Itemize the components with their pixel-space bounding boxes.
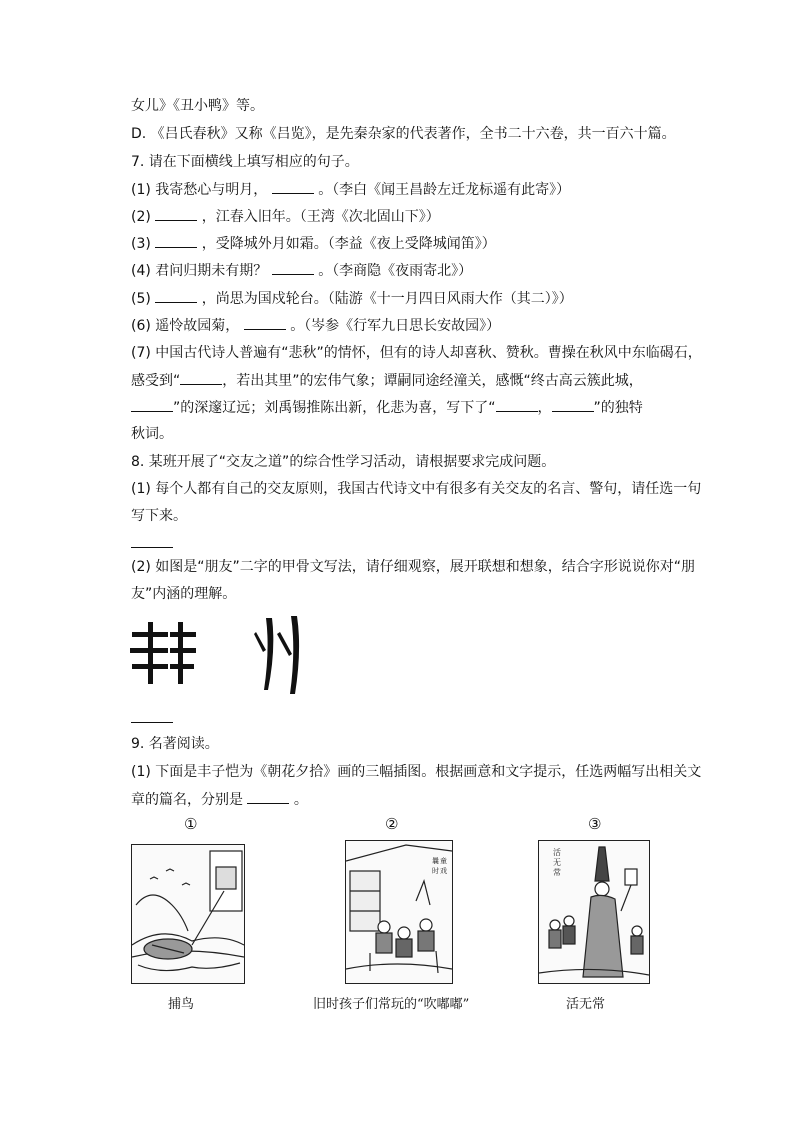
illustration-wu-chang bbox=[538, 840, 650, 984]
answer-line[interactable] bbox=[131, 722, 173, 723]
question-9-title: 9. 名著阅读。 bbox=[131, 736, 219, 752]
q7-item-4: (4) 君问归期未有期？ 。（李商隐《夜雨寄北》） bbox=[131, 260, 472, 281]
caption-catching-birds: 捕鸟 bbox=[168, 997, 195, 1012]
glyph-stroke bbox=[290, 616, 299, 694]
svg-text:戏: 戏 bbox=[440, 867, 447, 875]
answer-blank[interactable] bbox=[272, 179, 314, 194]
svg-text:无: 无 bbox=[553, 858, 561, 867]
answer-blank[interactable] bbox=[247, 789, 289, 804]
figure-number-2: ② bbox=[385, 815, 399, 833]
question-7-title: 7. 请在下面横线上填写相应的句子。 bbox=[131, 154, 359, 170]
caption-blowing-dudu: 旧时孩子们常玩的“吹嘟嘟” bbox=[313, 997, 470, 1012]
q8-item-2-line2: 友”内涵的理解。 bbox=[131, 586, 237, 602]
illustration-catching-birds bbox=[131, 844, 245, 984]
glyph-stroke bbox=[254, 632, 266, 652]
q8-item-1-line2: 写下来。 bbox=[131, 508, 187, 524]
glyph-stroke bbox=[277, 632, 292, 656]
answer-blank[interactable] bbox=[131, 397, 173, 412]
q7-item-5: (5) ，尚思为国戍轮台。（陆游《十一月四日风雨大作（其二）》） bbox=[131, 288, 573, 309]
q7-item-6: (6) 遥怜故园菊， 。（岑参《行军九日思长安故园》） bbox=[131, 315, 500, 336]
q8-item-1: (1) 每个人都有自己的交友原则，我国古代诗文中有很多有关交友的名言、警句，请任选一句 bbox=[131, 481, 702, 497]
question-8-title: 8. 某班开展了“交友之道”的综合性学习活动，请根据要求完成问题。 bbox=[131, 454, 556, 470]
figure-number-1: ① bbox=[184, 815, 198, 833]
glyph-stroke bbox=[170, 648, 196, 653]
text-line: 女儿》《丑小鸭》等。 bbox=[131, 98, 264, 114]
answer-blank[interactable] bbox=[244, 315, 286, 330]
svg-text:时: 时 bbox=[432, 867, 439, 875]
answer-blank[interactable] bbox=[552, 397, 594, 412]
answer-blank[interactable] bbox=[155, 206, 197, 221]
answer-blank[interactable] bbox=[496, 397, 538, 412]
caption-wu-chang: 活无常 bbox=[566, 997, 606, 1012]
option-d: D. 《吕氏春秋》又称《吕览》，是先秦杂家的代表著作，全书二十六卷，共一百六十篇。 bbox=[131, 126, 676, 142]
q8-item-2: (2) 如图是“朋友”二字的甲骨文写法，请仔细观察，展开联想和想象，结合字形说说你对“朋 bbox=[131, 559, 696, 575]
glyph-stroke bbox=[264, 618, 273, 690]
svg-text:童: 童 bbox=[440, 857, 447, 865]
q9-item-1: (1) 下面是丰子恺为《朝花夕拾》画的三幅插图。根据画意和文字提示，任选两幅写出相关文 bbox=[131, 764, 702, 780]
answer-line[interactable] bbox=[131, 547, 173, 548]
illustration-blowing-dudu bbox=[345, 840, 453, 984]
answer-blank[interactable] bbox=[272, 260, 314, 275]
figure-number-3: ③ bbox=[588, 815, 602, 833]
answer-blank[interactable] bbox=[180, 370, 222, 385]
glyph-stroke bbox=[170, 632, 196, 637]
q7-item-7-line2: 感受到“ ，若出其里”的宏伟气象；谭嗣同途经潼关，感慨“终古高云簇此城， bbox=[131, 370, 643, 391]
q7-item-3: (3) ，受降城外月如霜。（李益《夜上受降城闻笛》） bbox=[131, 233, 496, 254]
svg-text:常: 常 bbox=[553, 868, 561, 877]
glyph-stroke bbox=[170, 664, 194, 669]
oracle-bone-friend-glyphs bbox=[126, 610, 316, 700]
answer-blank[interactable] bbox=[155, 233, 197, 248]
glyph-stroke bbox=[132, 632, 168, 637]
q7-item-7-line4: 秋词。 bbox=[131, 426, 173, 442]
q7-item-2: (2) ，江春入旧年。（王湾《次北固山下》） bbox=[131, 206, 440, 227]
q7-item-7-line3: ”的深邃辽远；刘禹锡推陈出新，化悲为喜，写下了“ ， ”的独特 bbox=[131, 397, 643, 418]
svg-text:曩: 曩 bbox=[432, 857, 439, 865]
glyph-stroke bbox=[130, 648, 168, 653]
svg-text:活: 活 bbox=[553, 848, 561, 857]
answer-blank[interactable] bbox=[155, 288, 197, 303]
q7-item-7: (7) 中国古代诗人普遍有“悲秋”的情怀，但有的诗人却喜秋、赞秋。曹操在秋风中东临碣石， bbox=[131, 345, 702, 361]
glyph-stroke bbox=[132, 664, 168, 669]
q9-item-1-line2: 章的篇名，分别是 。 bbox=[131, 789, 308, 810]
q7-item-1: (1) 我寄愁心与明月， 。（李白《闻王昌龄左迁龙标遥有此寄》） bbox=[131, 179, 570, 200]
